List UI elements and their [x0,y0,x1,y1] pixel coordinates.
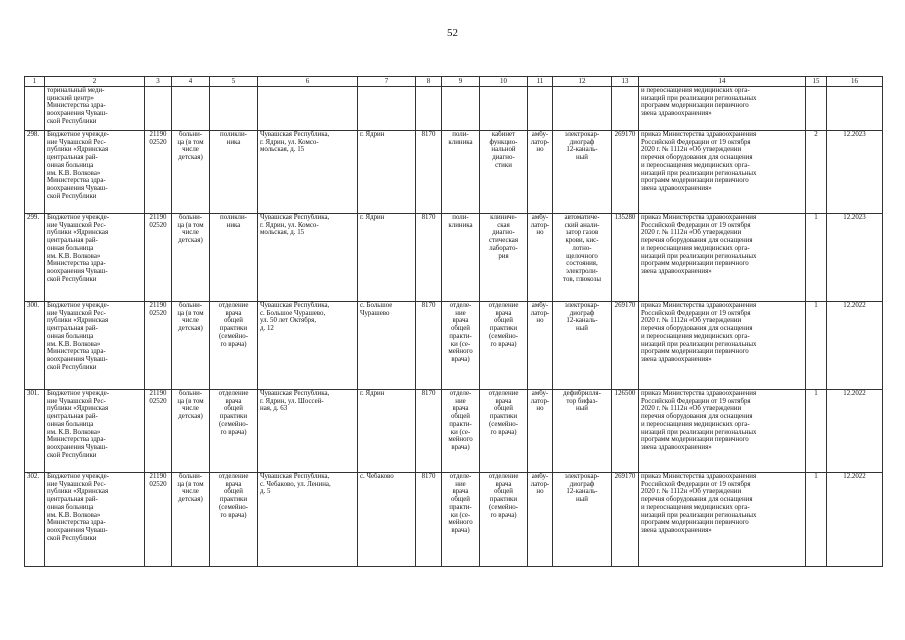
header-cell: 14 [639,77,806,87]
oktmo-cell: 8170 [416,214,442,302]
equipment-cell: электрокар- диограф 12-каналь- ный [553,131,612,214]
header-cell: 11 [528,77,553,87]
code-cell: 21190 02520 [145,131,172,214]
row-number-cell: 301. [25,390,45,473]
subdivision-cell: отделение врача общей практики (семейно- го врача) [210,390,258,473]
address-cell [258,87,358,131]
quantity-cell: 1 [806,390,827,473]
address-cell: Чувашская Республика, г. Ядрин, ул. Комсо- мольская, д. 15 [258,131,358,214]
address-cell: Чувашская Республика, с. Чебаково, ул. Ленина, д. 5 [258,473,358,567]
date-cell: 12.2023 [827,131,883,214]
oktmo-cell: 8170 [416,302,442,390]
facility-type-cell: больни- ца (в том числе детская) [172,302,210,390]
organization-cell: Бюджетное учрежде- ние Чувашской Рес- публики «Ядринская центральная рай- онная больница им. К.В. Волкова» Министерства здра- воохранения Чуваш- ской Республики [45,302,145,390]
unit-cell: поли- клиника [442,214,480,302]
unit-cell [442,87,480,131]
locality-cell: г. Ядрин [358,390,416,473]
header-cell: 3 [145,77,172,87]
care-form-cell: амбу- латор- но [528,214,553,302]
table-body [25,87,883,567]
care-form-cell: амбу- латор- но [528,473,553,567]
unit-cell: отделе- ние врача общей практи- ки (се- мейного врача) [442,302,480,390]
oktmo-cell: 8170 [416,131,442,214]
oktmo-cell: 8170 [416,473,442,567]
code-cell: 21190 02520 [145,302,172,390]
header-cell: 10 [480,77,528,87]
address-cell: Чувашская Республика, г. Ядрин, ул. Комсо- мольская, д. 15 [258,214,358,302]
code-cell: 21190 02520 [145,473,172,567]
legal-basis-cell: приказ Министерства здравоохранения Российской Федерации от 19 октября 2020 г. № 1112н «Об утверждении перечня оборудования для оснащения и переоснащения медицинских орга- низаций при реализации региональных программ модернизации первичного звена здравоохранения» [639,214,806,302]
date-cell: 12.2023 [827,214,883,302]
locality-cell: с. Большое Чурашево [358,302,416,390]
organization-cell: Бюджетное учрежде- ние Чувашской Рес- публики «Ядринская центральная рай- онная больница им. К.В. Волкова» Министерства здра- воохранения Чуваш- ской Республики [45,473,145,567]
oktmo-cell: 8170 [416,390,442,473]
subdivision-cell: поликли- ника [210,131,258,214]
room-cell: клиниче- ская диагно- стическая лаборато- рия [480,214,528,302]
room-cell: отделение врача общей практики (семейно- го врача) [480,473,528,567]
code-cell [145,87,172,131]
table-row [25,214,883,302]
header-row [25,77,883,87]
code-cell: 21190 02520 [145,390,172,473]
price-cell: 269170 [612,473,639,567]
subdivision-cell: поликли- ника [210,214,258,302]
organization-cell: Бюджетное учрежде- ние Чувашской Рес- публики «Ядринская центральная рай- онная больница им. К.В. Волкова» Министерства здра- воохранения Чуваш- ской Республики [45,131,145,214]
table-row [25,302,883,390]
equipment-cell: электрокар- диограф 12-каналь- ный [553,473,612,567]
price-cell [612,87,639,131]
legal-basis-cell: приказ Министерства здравоохранения Российской Федерации от 19 октября 2020 г. № 1112н «Об утверждении перечня оборудования для оснащения и переоснащения медицинских орга- низаций при реализации региональных программ модернизации первичного звена здравоохранения» [639,390,806,473]
table-row [25,473,883,567]
facility-type-cell: больни- ца (в том числе детская) [172,473,210,567]
header-cell: 6 [258,77,358,87]
care-form-cell [528,87,553,131]
page-number: 52 [447,27,458,39]
table-row [25,131,883,214]
equipment-cell: дефибрилля- тор бифаз- ный [553,390,612,473]
header-cell: 8 [416,77,442,87]
table-row [25,87,883,131]
care-form-cell: амбу- латор- но [528,390,553,473]
subdivision-cell: отделение врача общей практики (семейно- го врача) [210,473,258,567]
facility-type-cell [172,87,210,131]
facility-type-cell: больни- ца (в том числе детская) [172,131,210,214]
equipment-table [24,76,883,567]
oktmo-cell [416,87,442,131]
subdivision-cell [210,87,258,131]
facility-type-cell: больни- ца (в том числе детская) [172,390,210,473]
equipment-cell: автоматиче- ский анали- затор газов крови, кис- лотно- щелочного состояния, электроли- тов, глюкозы [553,214,612,302]
quantity-cell: 2 [806,131,827,214]
price-cell: 269170 [612,302,639,390]
date-cell [827,87,883,131]
code-cell: 21190 02520 [145,214,172,302]
legal-basis-cell: приказ Министерства здравоохранения Российской Федерации от 19 октября 2020 г. № 1112н «Об утверждении перечня оборудования для оснащения и переоснащения медицинских орга- низаций при реализации региональных программ модернизации первичного звена здравоохранения» [639,302,806,390]
facility-type-cell: больни- ца (в том числе детская) [172,214,210,302]
date-cell: 12.2022 [827,302,883,390]
table-row [25,390,883,473]
room-cell [480,87,528,131]
address-cell: Чувашская Республика, г. Ядрин, ул. Шоссей- ная, д. 63 [258,390,358,473]
header-cell: 9 [442,77,480,87]
room-cell: отделение врача общей практики (семейно- го врача) [480,302,528,390]
header-cell: 2 [45,77,145,87]
price-cell: 135280 [612,214,639,302]
legal-basis-cell: и переоснащения медицинских орга- низаций при реализации региональных программ модернизации первичного звена здравоохранения» [639,87,806,131]
row-number-cell [25,87,45,131]
locality-cell: г. Ядрин [358,214,416,302]
header-cell: 12 [553,77,612,87]
address-cell: Чувашская Республика, с. Большое Чурашево, ул. 50 лет Октября, д. 12 [258,302,358,390]
room-cell: кабинет функцио- нальной диагно- стики [480,131,528,214]
quantity-cell: 1 [806,214,827,302]
legal-basis-cell: приказ Министерства здравоохранения Российской Федерации от 19 октября 2020 г. № 1112н «Об утверждении перечня оборудования для оснащения и переоснащения медицинских орга- низаций при реализации региональных программ модернизации первичного звена здравоохранения» [639,473,806,567]
price-cell: 126500 [612,390,639,473]
row-number-cell: 300. [25,302,45,390]
care-form-cell: амбу- латор- но [528,302,553,390]
unit-cell: отделе- ние врача общей практи- ки (се- мейного врача) [442,390,480,473]
header-cell: 1 [25,77,45,87]
header-cell: 4 [172,77,210,87]
room-cell: отделение врача общей практики (семейно- го врача) [480,390,528,473]
header-cell: 16 [827,77,883,87]
row-number-cell: 299. [25,214,45,302]
care-form-cell: амбу- латор- но [528,131,553,214]
legal-basis-cell: приказ Министерства здравоохранения Российской Федерации от 19 октября 2020 г. № 1112н «Об утверждении перечня оборудования для оснащения и переоснащения медицинских орга- низаций при реализации региональных программ модернизации первичного звена здравоохранения» [639,131,806,214]
date-cell: 12.2022 [827,473,883,567]
locality-cell: с. Чебаково [358,473,416,567]
header-cell: 7 [358,77,416,87]
unit-cell: отделе- ние врача общей практи- ки (се- мейного врача) [442,473,480,567]
equipment-cell [553,87,612,131]
quantity-cell: 1 [806,473,827,567]
header-cell: 13 [612,77,639,87]
locality-cell: г. Ядрин [358,131,416,214]
date-cell: 12.2022 [827,390,883,473]
locality-cell [358,87,416,131]
subdivision-cell: отделение врача общей практики (семейно- го врача) [210,302,258,390]
price-cell: 269170 [612,131,639,214]
organization-cell: торинальный меди- цинский центр» Министерства здра- воохранения Чуваш- ской Республики [45,87,145,131]
header-cell: 15 [806,77,827,87]
equipment-cell: электрокар- диограф 12-каналь- ный [553,302,612,390]
row-number-cell: 302. [25,473,45,567]
header-cell: 5 [210,77,258,87]
unit-cell: поли- клиника [442,131,480,214]
organization-cell: Бюджетное учрежде- ние Чувашской Рес- публики «Ядринская центральная рай- онная больница им. К.В. Волкова» Министерства здра- воохранения Чуваш- ской Республики [45,214,145,302]
quantity-cell [806,87,827,131]
row-number-cell: 298. [25,131,45,214]
quantity-cell: 1 [806,302,827,390]
organization-cell: Бюджетное учрежде- ние Чувашской Рес- публики «Ядринская центральная рай- онная больница им. К.В. Волкова» Министерства здра- воохранения Чуваш- ской Республики [45,390,145,473]
